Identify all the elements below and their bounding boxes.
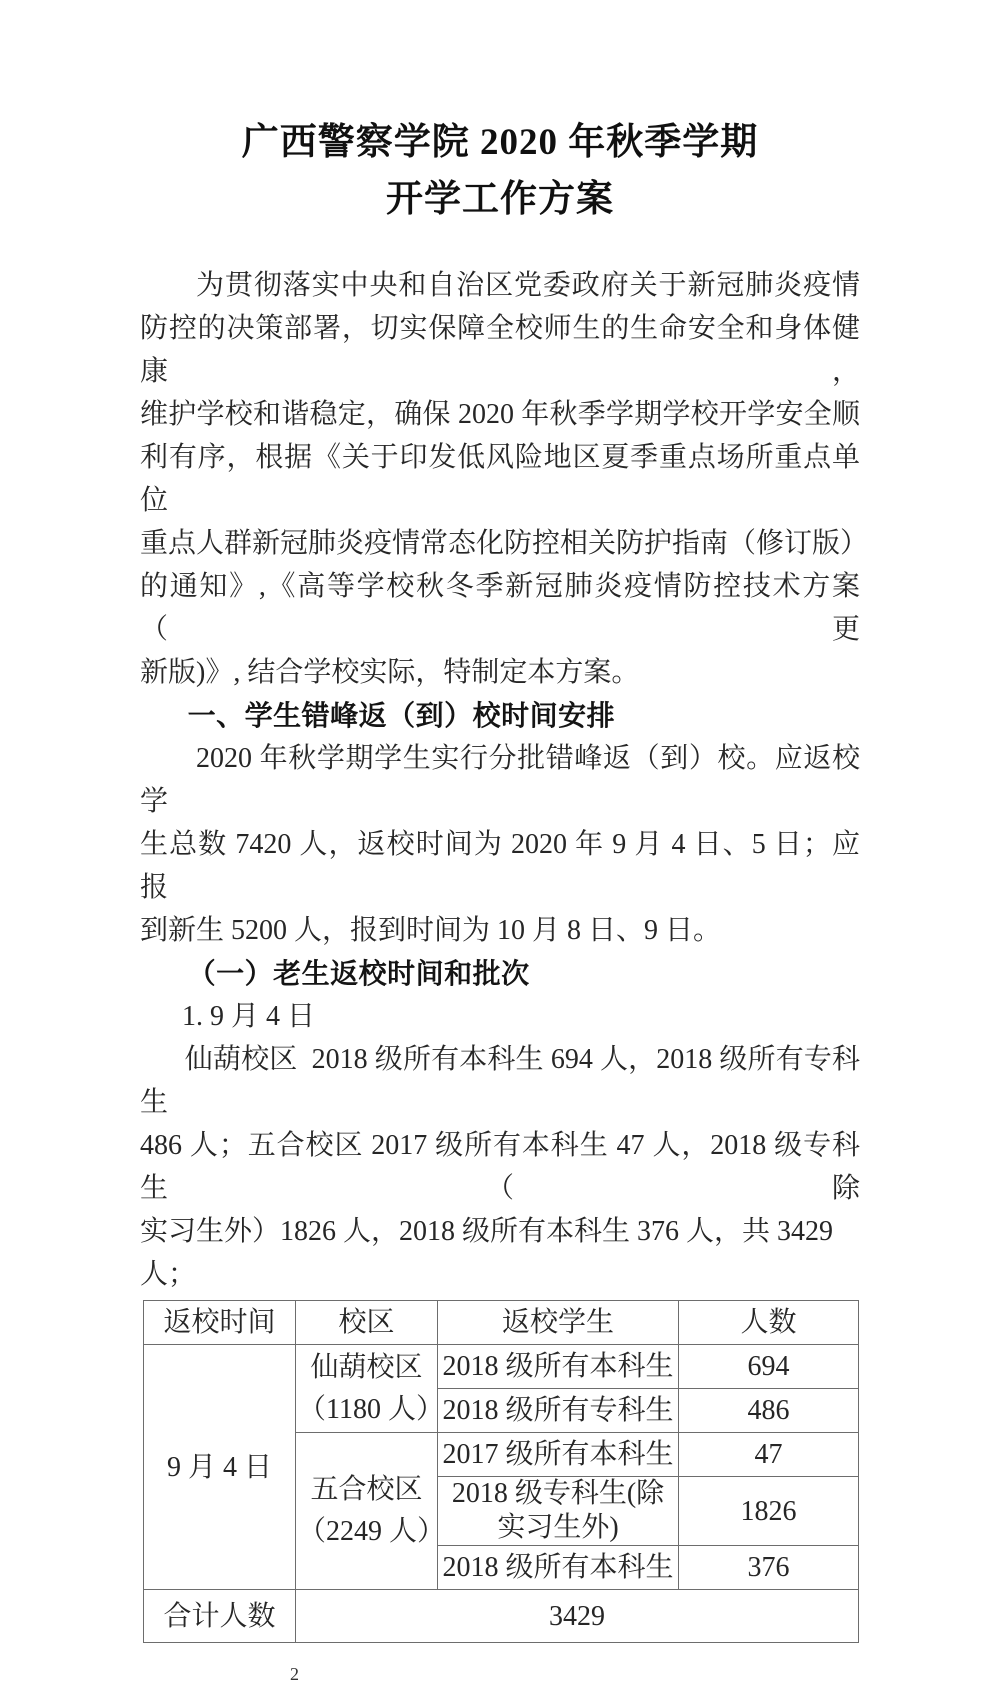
count-cell: 486 (679, 1389, 859, 1433)
document-body (140, 264, 869, 1696)
document-title (0, 0, 1000, 228)
return-date-cell: 9 月 4 日 (144, 1345, 296, 1590)
count-cell: 1826 (679, 1477, 859, 1546)
column-header-count: 人数 (679, 1301, 859, 1345)
subsection-heading: （一）老生返校时间和批次 (187, 958, 530, 989)
count-cell: 694 (679, 1345, 859, 1389)
campus-wuhe-cell (296, 1433, 446, 1590)
campus-name: 五合校区 (310, 1474, 423, 1505)
count-cell: 47 (679, 1433, 859, 1477)
campus-name: 仙葫校区 (310, 1351, 423, 1383)
campus-count: （1180 人） (298, 1393, 444, 1425)
paragraph-1-line: 防控的决策部署，切实保障全校师生的生命安全和身体健康， (140, 313, 860, 387)
count-cell: 376 (679, 1546, 859, 1590)
total-label-cell: 合计人数 (144, 1590, 296, 1643)
paragraph-1-line: 新版)》, 结合学校实际，特制定本方案。 (140, 657, 640, 688)
paragraph-2-line: 到新生 5200 人，报到时间为 10 月 8 日、9 日。 (140, 915, 722, 946)
table-total-row (144, 1590, 859, 1643)
paragraph-1-line: 维护学校和谐稳定，确保 2020 年秋季学期学校开学安全顺 (140, 399, 860, 430)
table-row (144, 1345, 859, 1389)
paragraph-1-line: 为贯彻落实中央和自治区党委政府关于新冠肺炎疫情 (196, 270, 860, 301)
total-value-cell: 3429 (296, 1590, 859, 1643)
title-line-1: 广西警察学院 2020 年秋季学期 (241, 122, 759, 163)
student-group-cell: 2018 级专科生(除实习生外) (438, 1477, 679, 1546)
column-header-students: 返校学生 (438, 1301, 679, 1345)
numbered-item-heading: 1. 9 月 4 日 (182, 1001, 316, 1032)
title-line-2: 开学工作方案 (386, 179, 614, 220)
paragraph-3-line: 实习生外）1826 人，2018 级所有本科生 376 人，共 3429 人； (140, 1216, 841, 1290)
paragraph-2-line: 生总数 7420 人，返校时间为 2020 年 9 月 4 日、5 日；应报 (140, 829, 860, 903)
section-heading-1: 一、学生错峰返（到）校时间安排 (187, 700, 616, 731)
paragraph-3-line: 仙葫校区 2018 级所有本科生 694 人，2018 级所有专科生 (140, 1044, 860, 1118)
paragraph-1-line: 利有序，根据《关于印发低风险地区夏季重点场所重点单位 (140, 442, 860, 516)
paragraph-1-line: 重点人群新冠肺炎疫情常态化防控相关防护指南（修订版） (140, 528, 869, 559)
column-header-campus: 校区 (296, 1301, 438, 1345)
return-schedule-table (143, 1300, 859, 1643)
campus-xianhu-cell (296, 1345, 444, 1433)
student-group-cell: 2018 级所有专科生 (438, 1389, 679, 1433)
student-group-cell: 2018 级所有本科生 (438, 1546, 679, 1590)
paragraph-2-line: 2020 年秋学期学生实行分批错峰返（到）校。应返校学 (140, 743, 860, 817)
student-group-cell: 2017 级所有本科生 (438, 1433, 679, 1477)
page-number: 2 (290, 1664, 299, 1684)
paragraph-3-line: 486 人；五合校区 2017 级所有本科生 47 人，2018 级专科生（除 (140, 1130, 860, 1204)
column-header-return-time: 返校时间 (144, 1301, 296, 1345)
paragraph-1-line: 的通知》,《高等学校秋冬季新冠肺炎疫情防控技术方案（更 (140, 571, 860, 645)
table-header-row (144, 1301, 859, 1345)
campus-count: （2249 人） (298, 1516, 446, 1547)
student-group-cell: 2018 级所有本科生 (438, 1345, 679, 1389)
